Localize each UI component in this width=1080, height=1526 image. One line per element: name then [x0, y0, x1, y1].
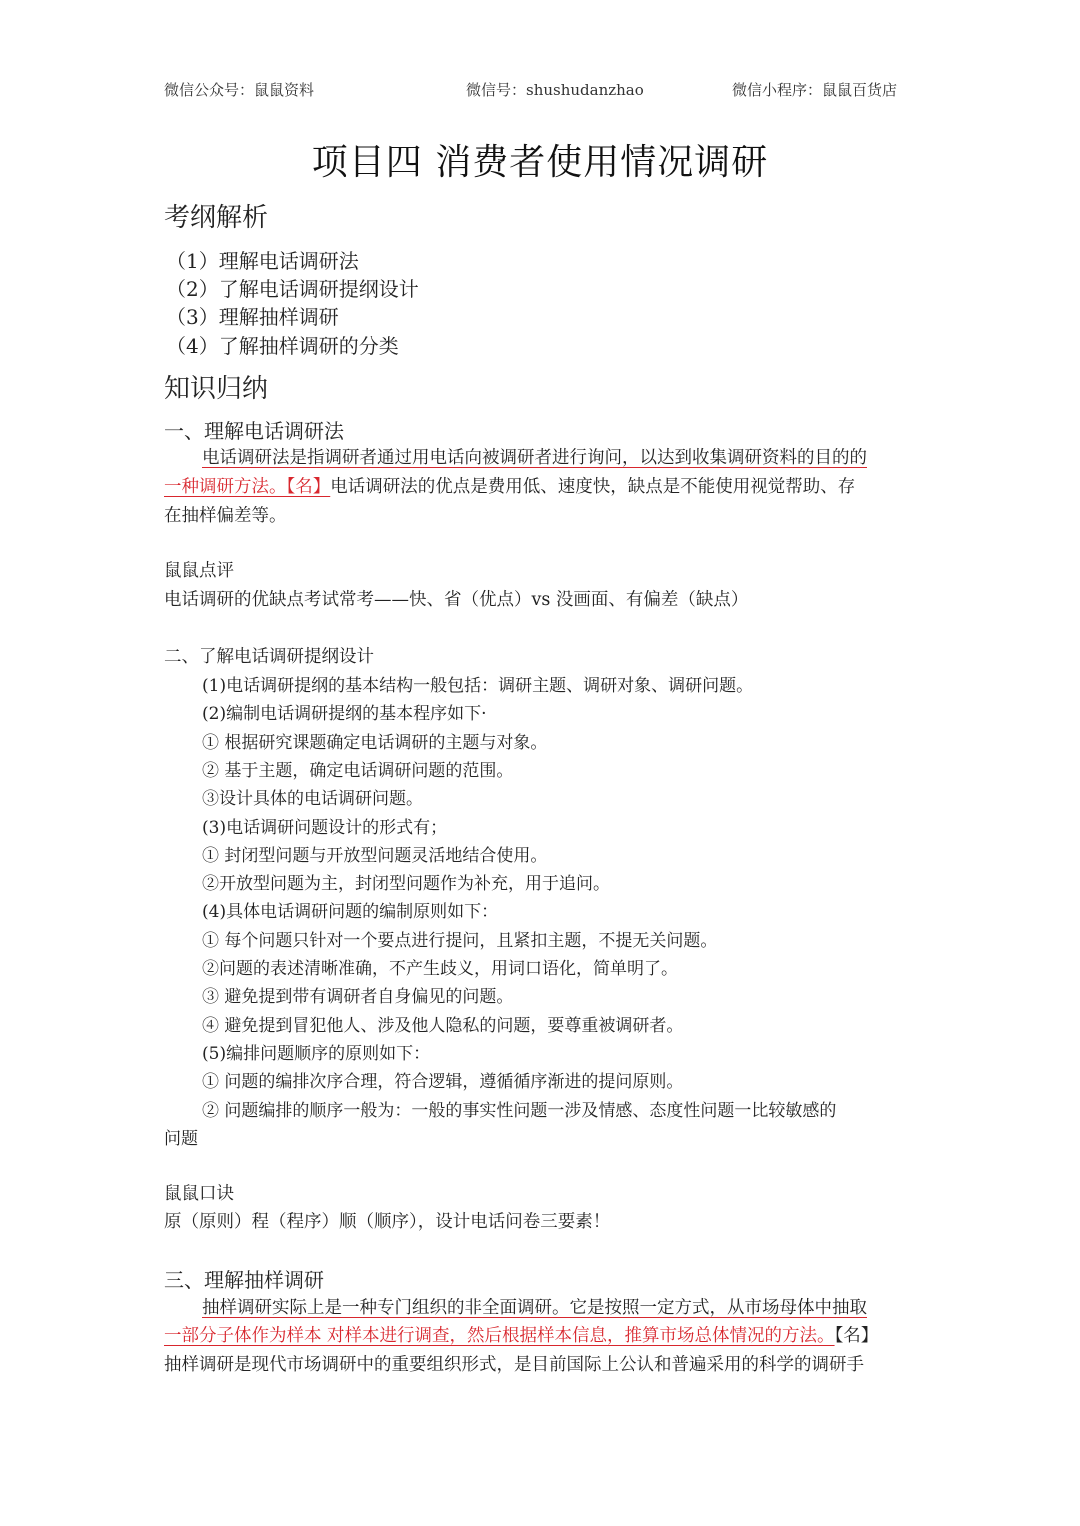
- section-1-definition-red: 一种调研方法。【名】: [164, 477, 331, 497]
- section-1-definition-line2: [164, 473, 855, 498]
- section-2-tail: 问题: [164, 1129, 198, 1149]
- header-wechat-account: 微信公众号：鼠鼠资料: [164, 81, 315, 99]
- section-2-line: ②开放型问题为主，封闭型问题作为补充，用于追问。: [202, 874, 610, 894]
- note-1-text: 电话调研的优缺点考试常考——快、省（优点）vs 没画面、有偏差（缺点）: [164, 590, 749, 610]
- section-3-definition-red: 一部分子体作为样本 对样本进行调查，然后根据样本信息，推算市场总体情况的方法。: [164, 1326, 835, 1346]
- section-2-line: ② 问题编排的顺序一般为：一般的事实性问题一涉及情感、态度性问题一比较敏感的: [202, 1101, 837, 1121]
- section-2-heading: 二、了解电话调研提纲设计: [164, 647, 374, 667]
- section-1-definition-line1: 电话调研法是指调研者通过用电话向被调研者进行询问，以达到收集调研资料的目的的: [202, 448, 867, 468]
- section-2-line: (5)编排问题顺序的原则如下：: [202, 1044, 431, 1064]
- syllabus-item: （2）了解电话调研提纲设计: [166, 277, 419, 301]
- section-2-line: ① 根据研究课题确定电话调研的主题与对象。: [202, 733, 548, 753]
- section-2-line: ②问题的表述清晰准确，不产生歧义，用词口语化，简单明了。: [202, 959, 678, 979]
- section-2-line: ① 封闭型问题与开放型问题灵活地结合使用。: [202, 846, 548, 866]
- syllabus-item: （3）理解抽样调研: [166, 305, 339, 329]
- section-3-definition-line1: 抽样调研实际上是一种专门组织的非全面调研。它是按照一定方式，从市场母体中抽取: [202, 1298, 867, 1318]
- section-2-line: ① 每个问题只针对一个要点进行提问，且紧扣主题，不提无关问题。: [202, 931, 718, 951]
- note-2-title: 鼠鼠口诀: [164, 1184, 234, 1204]
- section-3-heading: 三、理解抽样调研: [164, 1268, 324, 1292]
- section-2-line: ④ 避免提到冒犯他人、涉及他人隐私的问题，要尊重被调研者。: [202, 1016, 684, 1036]
- section-2-line: (1)电话调研提纲的基本结构一般包括：调研主题、调研对象、调研问题。: [202, 676, 754, 696]
- section-3-definition-tag: 【名】: [834, 1326, 879, 1346]
- section-1-definition-line3: 在抽样偏差等。: [164, 506, 287, 526]
- page-title: 项目四 消费者使用情况调研: [311, 142, 769, 183]
- section-2-line: (2)编制电话调研提纲的基本程序如下·: [202, 704, 487, 724]
- header-mini-program: 微信小程序：鼠鼠百货店: [732, 81, 898, 99]
- section-2-line: (3)电话调研问题设计的形式有；: [202, 818, 448, 838]
- syllabus-heading: 考纲解析: [164, 203, 269, 233]
- header-wechat-id: 微信号：shushudanzhao: [466, 81, 644, 99]
- section-2-line: ① 问题的编排次序合理，符合逻辑，遵循循序渐进的提问原则。: [202, 1072, 684, 1092]
- knowledge-heading: 知识归纳: [164, 374, 269, 404]
- section-3-line3: 抽样调研是现代市场调研中的重要组织形式，是目前国际上公认和普遍采用的科学的调研手: [164, 1355, 864, 1375]
- syllabus-item: （1）理解电话调研法: [166, 249, 359, 273]
- note-1-title: 鼠鼠点评: [164, 561, 234, 581]
- section-2-line: (4)具体电话调研问题的编制原则如下：: [202, 902, 499, 922]
- section-2-line: ③设计具体的电话调研问题。: [202, 789, 423, 809]
- syllabus-item: （4）了解抽样调研的分类: [166, 334, 399, 358]
- note-2-text: 原（原则）程（程序）顺（顺序），设计电话问卷三要素！: [164, 1212, 611, 1232]
- section-2-line: ③ 避免提到带有调研者自身偏见的问题。: [202, 987, 514, 1007]
- section-1-definition-rest: 电话调研法的优点是费用低、速度快，缺点是不能使用视觉帮助、存: [330, 477, 856, 497]
- section-2-line: ② 基于主题，确定电话调研问题的范围。: [202, 761, 514, 781]
- section-1-heading: 一、理解电话调研法: [164, 419, 344, 443]
- section-3-definition-line2: [164, 1322, 878, 1347]
